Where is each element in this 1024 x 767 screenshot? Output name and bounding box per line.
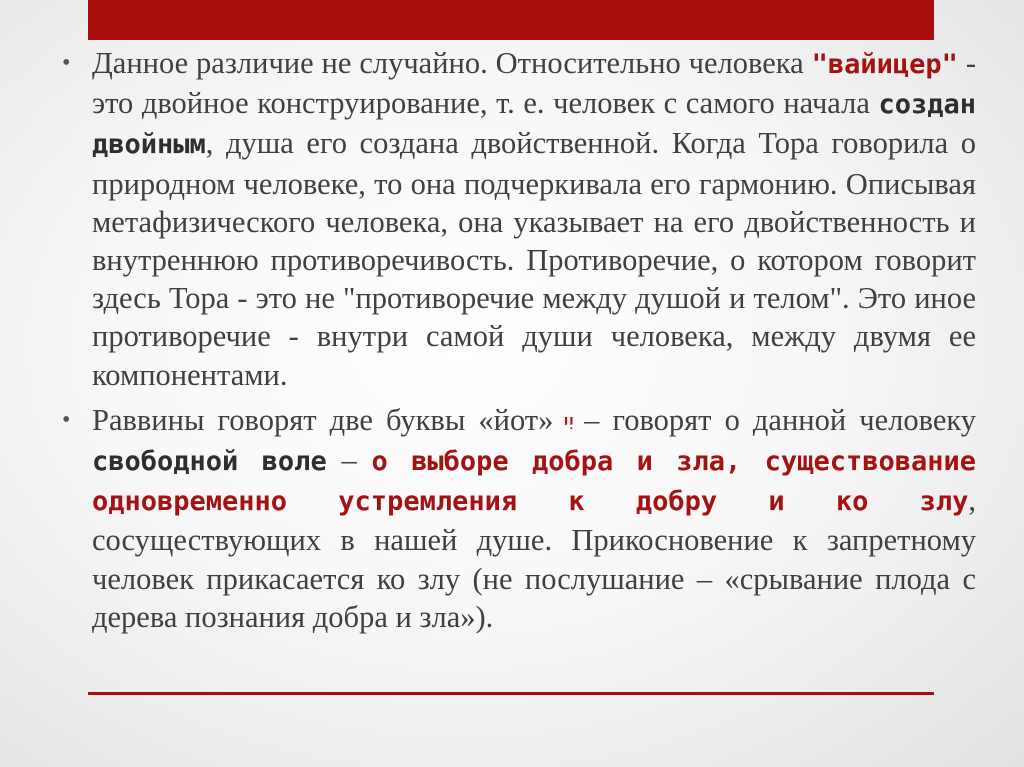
paragraph-1-text-2: - это двойное конструирование, т. е. человек с самого начала [92, 46, 976, 121]
emphasis-free-will: свободной воле [92, 446, 327, 478]
bullet-icon: • [62, 406, 71, 433]
bullet-icon: • [62, 50, 71, 76]
paragraph-2-dash: – [326, 443, 372, 478]
bullet-paragraph-1 [60, 44, 976, 394]
emphasis-created-double: создан двойным [92, 89, 976, 161]
paragraph-2-text-4: , сосуществующих в нашей душе. Прикосновение к запретному человек прикасается ко злу (не послушание – «срывание плода с дерева познания добра и зла»). [92, 483, 976, 634]
emphasis-good-and-evil-choice: о выборе добра и зла, существование одновременно устремления к добру и ко злу [92, 446, 976, 518]
slide-content [60, 44, 976, 636]
paragraph-1-text-3: , душа его создана двойственной. Когда Тора говорила о природном человеке, то она подчеркивала его гармонию. Описывая метафизического человека, она указывает на его двойственность и внутреннюю противоречивость. Противоречие, о котором говорит здесь Тора - это не "противоречие между душой и телом". Это иное противоречие - внутри самой души человека, между двумя ее компонентами. [92, 126, 976, 392]
term-vayitzer: "вайицер" [811, 49, 958, 80]
paragraph-2-text-1: Раввины говорят две буквы «йот» [92, 402, 554, 437]
paragraph-1-text-1: Данное различие не случайно. Относительно человека [92, 46, 812, 80]
bottom-accent-line [88, 692, 934, 695]
top-accent-bar [88, 0, 934, 40]
paragraph-2-text-2: – говорят о данной человеку [584, 402, 976, 437]
hebrew-yod-letters: יִי [563, 407, 575, 436]
bullet-paragraph-2 [60, 401, 976, 636]
